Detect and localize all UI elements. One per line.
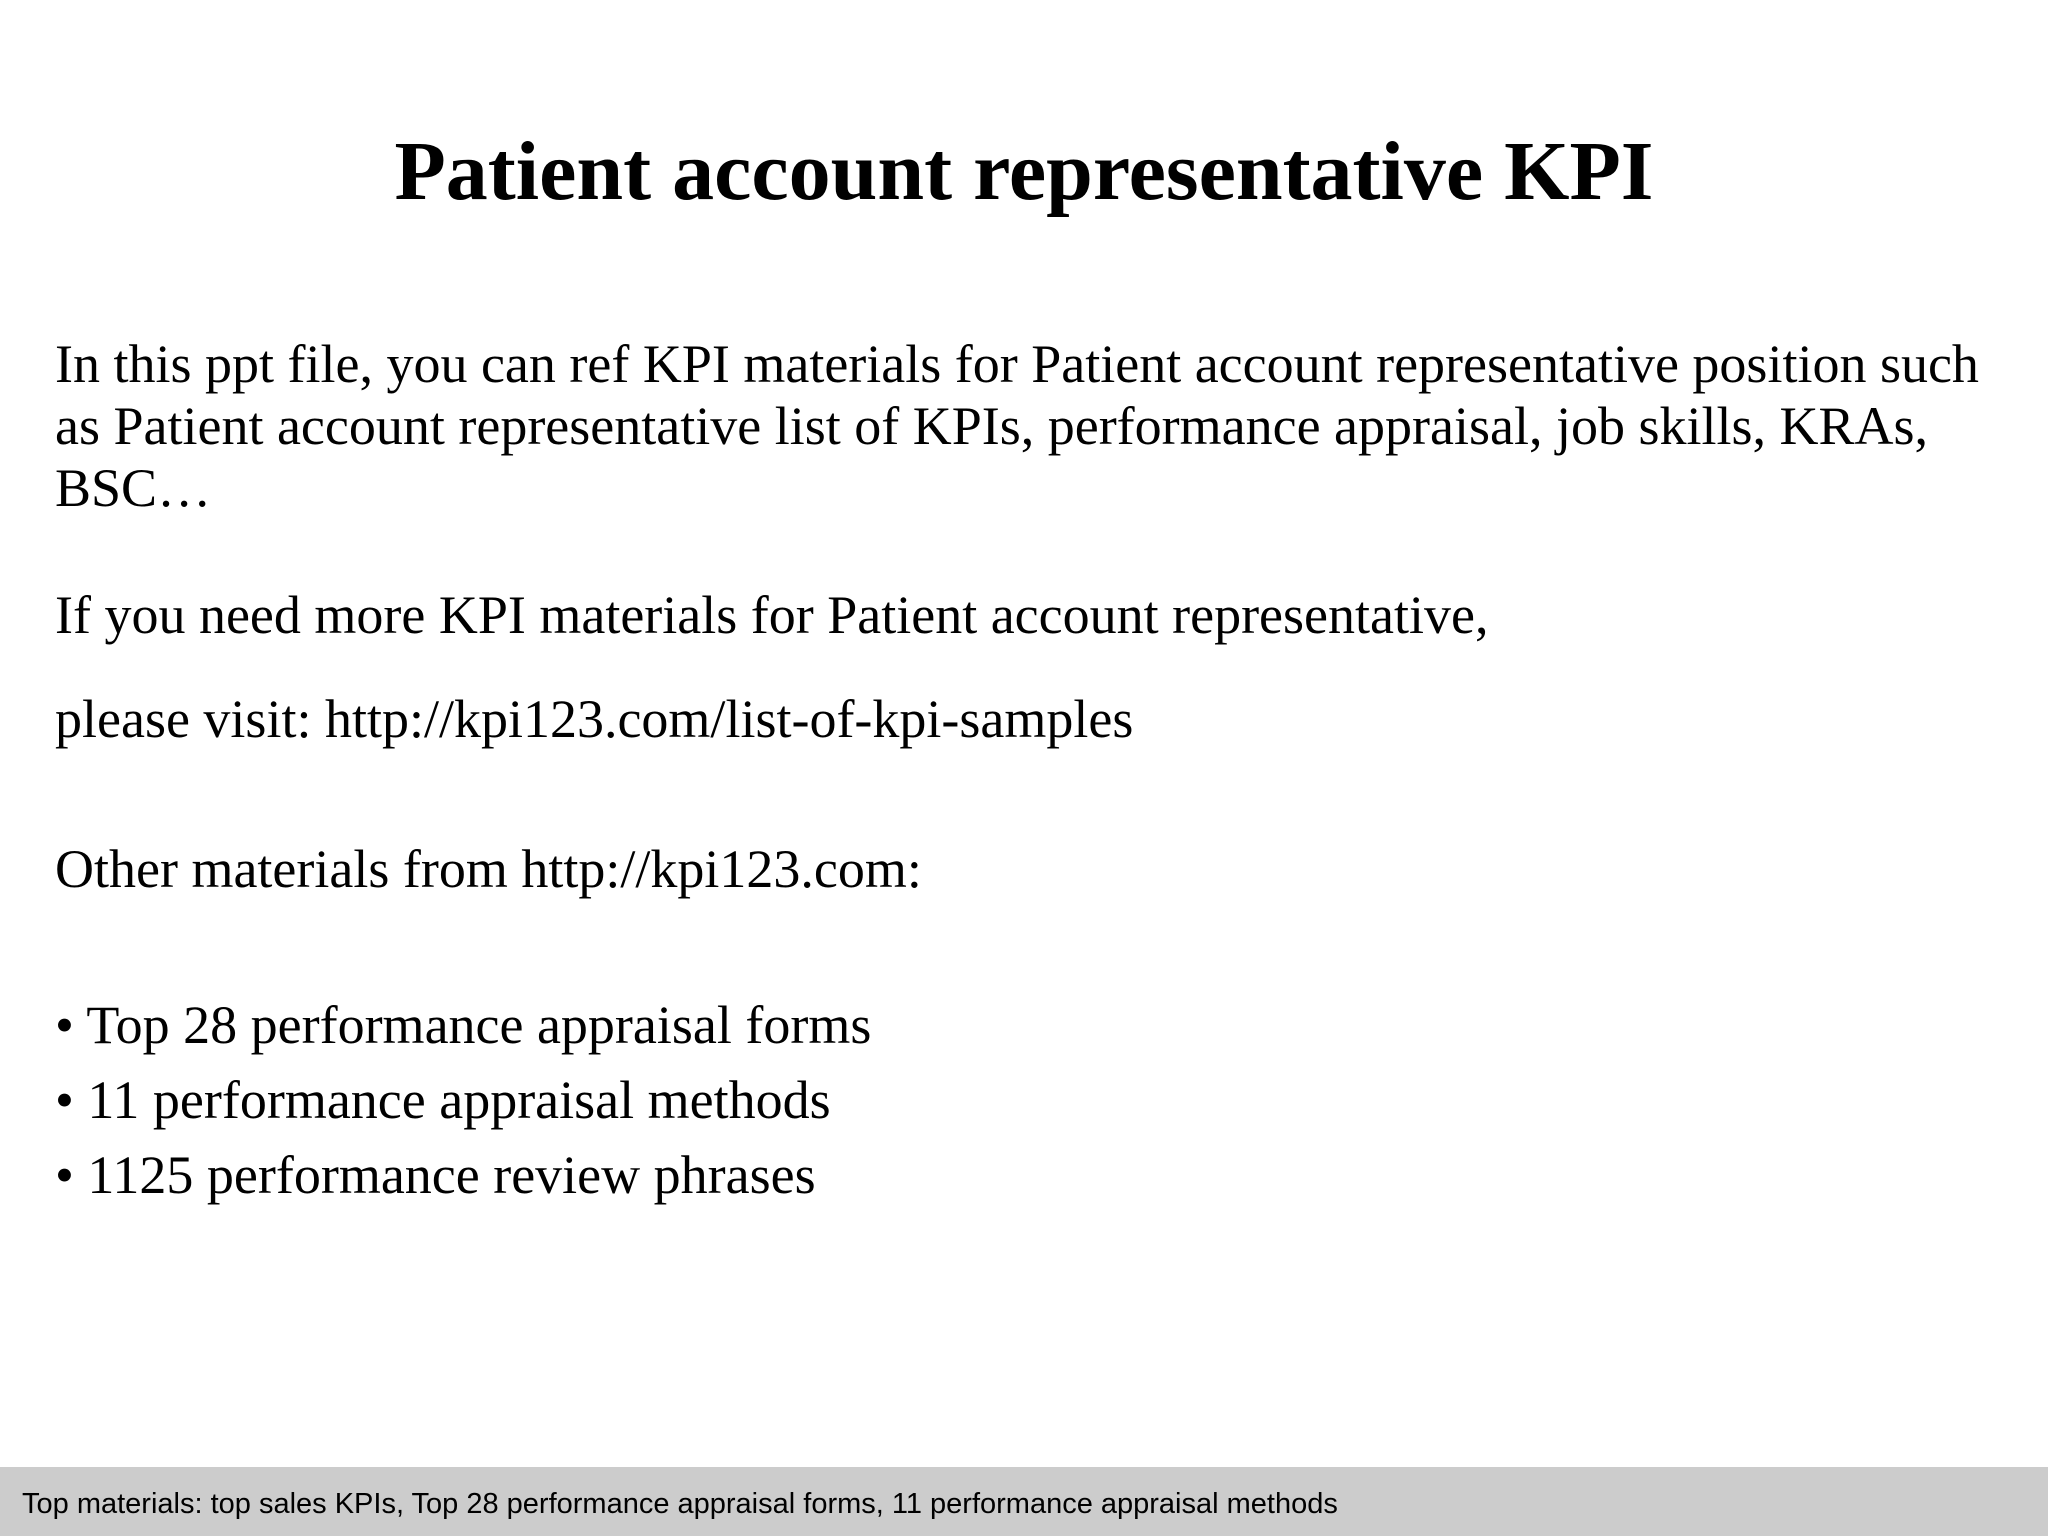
intro-paragraph: In this ppt file, you can ref KPI materials for Patient account representative position such as Patient account representative list of KPIs, performance appraisal, job skills, KRAs, BSC… [55, 334, 1979, 518]
other-materials-heading: Other materials from http://kpi123.com: [55, 839, 922, 899]
visit-link-paragraph: please visit: http://kpi123.com/list-of-kpi-samples [55, 689, 1134, 749]
materials-list [55, 988, 871, 1213]
footer-bar [0, 1467, 2048, 1536]
list-item: • 11 performance appraisal methods [55, 1070, 831, 1130]
list-item: • 1125 performance review phrases [55, 1145, 816, 1205]
slide-title: Patient account representative KPI [394, 125, 1654, 218]
need-more-paragraph: If you need more KPI materials for Patient account representative, [55, 585, 1489, 645]
footer-text: Top materials: top sales KPIs, Top 28 performance appraisal forms, 11 performance appraisal methods [22, 1488, 1338, 1520]
list-item: • Top 28 performance appraisal forms [55, 995, 872, 1055]
